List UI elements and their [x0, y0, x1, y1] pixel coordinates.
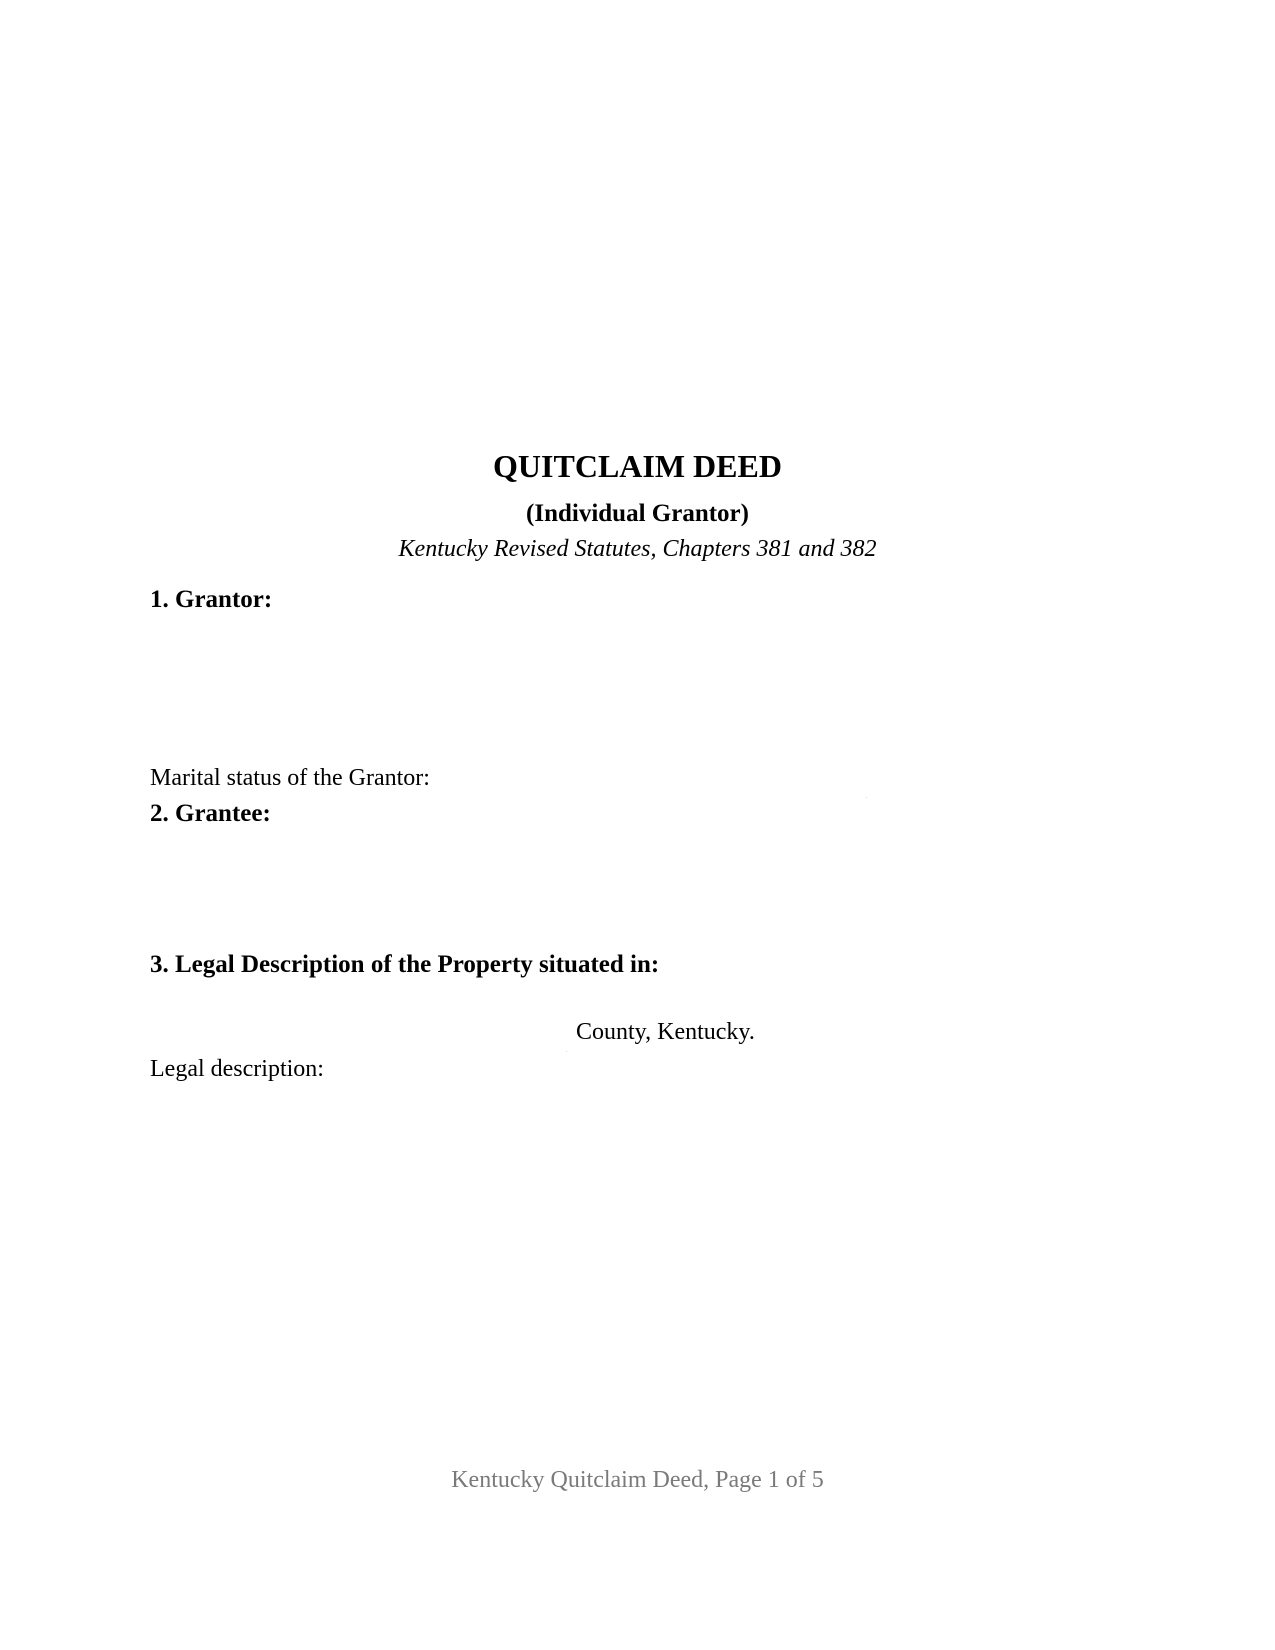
- page-footer: Kentucky Quitclaim Deed, Page 1 of 5: [451, 1467, 824, 1493]
- document-subtitle: (Individual Grantor): [526, 500, 749, 527]
- grantor-heading: 1. Grantor:: [150, 586, 273, 613]
- county-field-mark: [566, 1051, 567, 1052]
- legal-description-label: Legal description:: [150, 1056, 324, 1082]
- county-text: County, Kentucky.: [576, 1019, 755, 1045]
- marital-status-label: Marital status of the Grantor:: [150, 765, 430, 791]
- marital-status-field-mark: [866, 797, 867, 798]
- statute-reference: Kentucky Revised Statutes, Chapters 381 and 382: [398, 536, 877, 562]
- grantee-heading: 2. Grantee:: [150, 800, 271, 827]
- document-title: QUITCLAIM DEED: [493, 448, 782, 484]
- property-heading: 3. Legal Description of the Property situated in:: [150, 951, 660, 978]
